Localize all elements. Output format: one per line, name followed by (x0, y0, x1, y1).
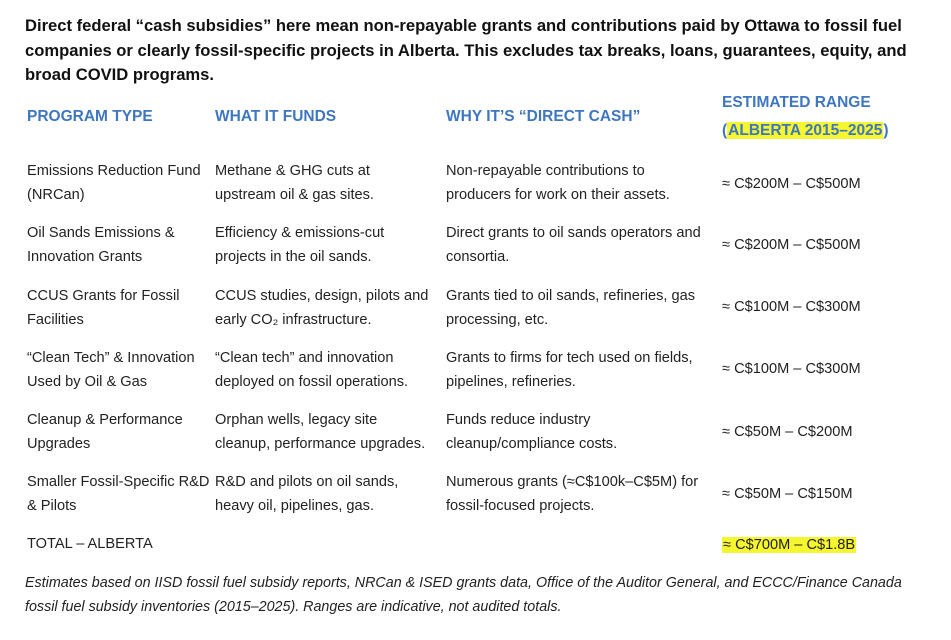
row-1-program-line-1: Emissions Reduction Fund (27, 163, 201, 179)
row-4-funds (215, 347, 408, 394)
period-highlight: ALBERTA 2015–2025 (728, 122, 883, 139)
row-1-program (27, 160, 201, 207)
header-estimated-range: ESTIMATED RANGE (722, 94, 871, 111)
row-2-range: ≈ C$200M – C$500M (722, 237, 861, 253)
row-4-why (446, 347, 693, 394)
row-2-why-line-2: consortia. (446, 248, 510, 265)
row-6-why (446, 471, 698, 518)
row-2-funds-line-1: Efficiency & emissions-cut (215, 225, 385, 241)
footnote: Estimates based on IISD fossil fuel subsidy reports, NRCan & ISED grants data, Office of the Auditor General, and ECCC/Finance Canada fossil fuel subsidy inventories (2015–2025). Ranges are indicative, not audited totals. (25, 575, 902, 615)
row-5-why-line-2: cleanup/compliance costs. (446, 435, 618, 452)
row-3-program-line-1: CCUS Grants for Fossil (27, 288, 180, 304)
row-4-funds-line-2: deployed on fossil operations. (215, 373, 409, 390)
row-6-funds-line-1: R&D and pilots on oil sands, (215, 474, 399, 490)
row-6-program-line-1: Smaller Fossil-Specific R&D (27, 474, 210, 490)
row-1-why (446, 160, 670, 207)
row-3-program-line-2: Facilities (27, 311, 84, 328)
row-4-program-line-1: “Clean Tech” & Innovation (27, 350, 195, 366)
row-2-funds (215, 222, 384, 269)
row-5-program-line-1: Cleanup & Performance (27, 412, 183, 428)
row-5-range: ≈ C$50M – C$200M (722, 424, 853, 440)
row-3-why-line-2: processing, etc. (446, 311, 549, 328)
header-what-it-funds: WHAT IT FUNDS (215, 108, 337, 125)
row-4-why-line-2: pipelines, refineries. (446, 373, 576, 390)
row-5-why-line-1: Funds reduce industry (446, 412, 591, 428)
row-1-why-line-1: Non-repayable contributions to (446, 163, 645, 179)
row-3-funds-line-2: early CO₂ infrastructure. (215, 311, 372, 328)
row-4-funds-line-1: “Clean tech” and innovation (215, 350, 394, 366)
row-1-range: ≈ C$200M – C$500M (722, 176, 861, 192)
row-6-why-line-2: fossil-focused projects. (446, 497, 595, 514)
period-open-paren: ( (722, 122, 728, 139)
row-1-funds-line-1: Methane & GHG cuts at (215, 163, 370, 179)
row-5-why (446, 409, 617, 456)
header-why-direct-cash: WHY IT’S “DIRECT CASH” (446, 108, 641, 125)
row-3-why-line-1: Grants tied to oil sands, refineries, gas (446, 288, 696, 304)
row-6-program (27, 471, 209, 518)
total-label: TOTAL – ALBERTA (27, 536, 153, 552)
header-estimated-range-period (722, 117, 889, 144)
intro-paragraph: Direct federal “cash subsidies” here mean non-repayable grants and contributions paid by Ottawa to fossil fuel companies or clearly fossil-specific projects in Alberta. This excludes tax breaks, loans, guarantees, equity, and broad COVID programs. (25, 16, 907, 84)
row-1-program-line-2: (NRCan) (27, 186, 85, 203)
period-close-paren: ) (883, 122, 889, 139)
row-3-funds-line-1: CCUS studies, design, pilots and (215, 288, 429, 304)
row-4-program (27, 347, 195, 394)
row-2-why (446, 222, 701, 269)
total-range (722, 534, 856, 556)
row-5-funds (215, 409, 425, 456)
header-program-type: PROGRAM TYPE (27, 108, 153, 125)
row-1-funds-line-2: upstream oil & gas sites. (215, 186, 374, 203)
row-5-funds-line-2: cleanup, performance upgrades. (215, 435, 426, 452)
row-6-funds-line-2: heavy oil, pipelines, gas. (215, 497, 375, 514)
row-2-program-line-1: Oil Sands Emissions & (27, 225, 175, 241)
row-4-program-line-2: Used by Oil & Gas (27, 373, 148, 390)
row-3-range: ≈ C$100M – C$300M (722, 299, 861, 315)
row-3-program (27, 285, 179, 332)
row-1-why-line-2: producers for work on their assets. (446, 186, 670, 203)
total-range-highlight: ≈ C$700M – C$1.8B (723, 537, 856, 553)
row-2-program-line-2: Innovation Grants (27, 248, 143, 265)
row-6-why-line-1: Numerous grants (≈C$100k–C$5M) for (446, 474, 699, 490)
row-3-why (446, 285, 695, 332)
row-3-funds (215, 285, 428, 332)
row-5-program-line-2: Upgrades (27, 435, 91, 452)
row-5-funds-line-1: Orphan wells, legacy site (215, 412, 378, 428)
row-4-range: ≈ C$100M – C$300M (722, 361, 861, 377)
row-2-funds-line-2: projects in the oil sands. (215, 248, 372, 265)
row-6-program-line-2: & Pilots (27, 497, 77, 514)
row-1-funds (215, 160, 374, 207)
row-6-range: ≈ C$50M – C$150M (722, 486, 853, 502)
row-2-program (27, 222, 175, 269)
row-6-funds (215, 471, 398, 518)
row-2-why-line-1: Direct grants to oil sands operators and (446, 225, 701, 241)
row-4-why-line-1: Grants to firms for tech used on fields, (446, 350, 693, 366)
row-5-program (27, 409, 183, 456)
